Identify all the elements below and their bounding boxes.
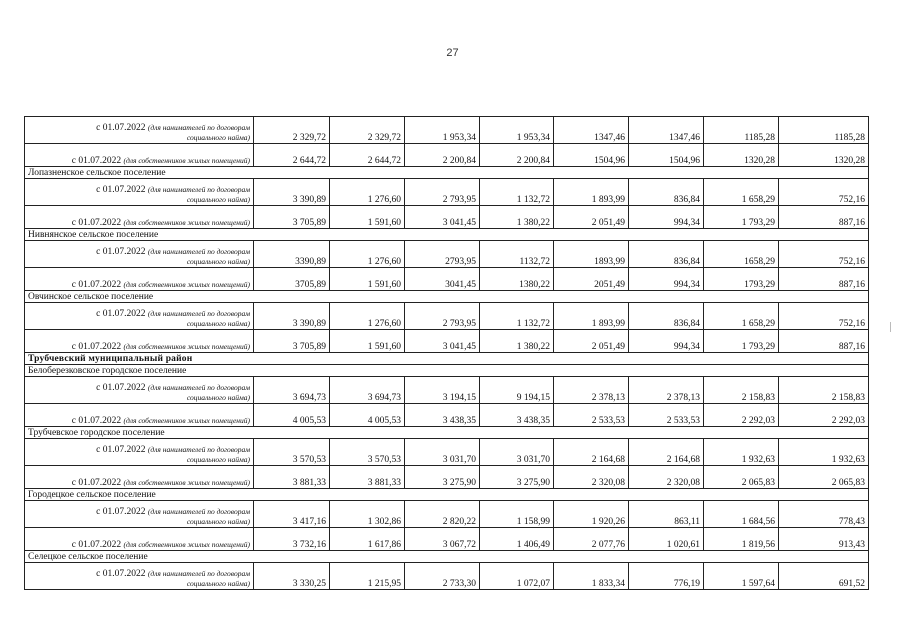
tariff-value-col-3: 2 200,84 [405,144,480,167]
tariff-value-col-5: 2 051,49 [554,206,629,229]
tariff-row-owners [25,404,869,427]
tariff-value-col-1: 4 005,53 [254,404,330,427]
tariff-value-col-8: 752,16 [779,241,869,268]
row-note: (для собственников жилых помещений) [123,342,250,351]
tariff-value-col-6: 863,11 [629,501,704,528]
row-note: (для собственников жилых помещений) [123,218,250,227]
row-date: с 01.07.2022 [71,342,122,352]
row-note: (для нанимателей по договорам [147,123,250,132]
tariff-value-col-5: 2051,49 [554,268,629,291]
row-date: с 01.07.2022 [96,123,146,133]
row-note-continued: социального найма) [186,579,250,588]
tariff-value-col-2: 1 591,60 [330,206,405,229]
settlement-name: Овчинское сельское поселение [25,291,869,303]
tariff-table [24,116,869,590]
tariff-value-col-8: 887,16 [779,268,869,291]
row-note-continued: социального найма) [186,455,250,464]
tariff-value-col-1: 3 417,16 [254,501,330,528]
tariff-value-col-6: 994,34 [629,330,704,353]
row-note-continued: социального найма) [186,195,250,204]
tariff-row-tenants [25,303,869,330]
row-date: с 01.07.2022 [96,247,146,257]
row-label-line-1 [28,507,250,517]
row-date: с 01.07.2022 [96,445,146,455]
tariff-value-col-2: 3 694,73 [330,377,405,404]
row-date: с 01.07.2022 [96,309,146,319]
row-note: (для нанимателей по договорам [147,247,250,256]
row-label [25,117,254,144]
row-note: (для нанимателей по договорам [147,445,250,454]
tariff-row-tenants [25,501,869,528]
tariff-value-col-1: 3705,89 [254,268,330,291]
row-label [25,404,254,427]
tariff-value-col-5: 2 533,53 [554,404,629,427]
tariff-value-col-2: 1 276,60 [330,179,405,206]
tariff-value-col-4: 1 380,22 [480,206,554,229]
tariff-value-col-4: 1 406,49 [480,528,554,551]
tariff-value-col-7: 1 658,29 [704,303,779,330]
tariff-value-col-2: 3 881,33 [330,466,405,489]
row-label [25,377,254,404]
row-label-line-1 [28,185,250,195]
margin-mark [890,322,891,332]
row-note: (для нанимателей по договорам [147,507,250,516]
settlement-name: Трубчевское городское поселение [25,427,869,439]
tariff-value-col-8: 752,16 [779,303,869,330]
tariff-value-col-5: 1 893,99 [554,179,629,206]
tariff-value-col-8: 887,16 [779,330,869,353]
row-label [25,179,254,206]
tariff-row-tenants [25,377,869,404]
settlement-name: Селецкое сельское поселение [25,551,869,563]
tariff-value-col-3: 3 275,90 [405,466,480,489]
row-label [25,303,254,330]
settlement-header-row [25,489,869,501]
tariff-value-col-4: 2 200,84 [480,144,554,167]
tariff-value-col-7: 1 684,56 [704,501,779,528]
tariff-value-col-2: 1 276,60 [330,303,405,330]
tariff-value-col-7: 2 158,83 [704,377,779,404]
row-note: (для собственников жилых помещений) [123,156,250,165]
row-note-continued: социального найма) [186,517,250,526]
tariff-value-col-1: 3 881,33 [254,466,330,489]
tariff-value-col-4: 1132,72 [480,241,554,268]
tariff-value-col-1: 3 705,89 [254,330,330,353]
tariff-value-col-1: 3390,89 [254,241,330,268]
tariff-value-col-7: 1658,29 [704,241,779,268]
tariff-value-col-4: 1 953,34 [480,117,554,144]
row-label [25,439,254,466]
tariff-value-col-7: 1793,29 [704,268,779,291]
tariff-value-col-6: 1347,46 [629,117,704,144]
tariff-value-col-7: 1 932,63 [704,439,779,466]
tariff-value-col-5: 1504,96 [554,144,629,167]
tariff-value-col-5: 2 320,08 [554,466,629,489]
tariff-value-col-2: 4 005,53 [330,404,405,427]
row-note: (для нанимателей по договорам [147,383,250,392]
tariff-value-col-4: 9 194,15 [480,377,554,404]
tariff-value-col-5: 2 051,49 [554,330,629,353]
tariff-value-col-8: 752,16 [779,179,869,206]
district-name: Трубчевский муниципальный район [25,353,869,365]
row-label-line-1 [28,247,250,257]
tariff-value-col-1: 3 694,73 [254,377,330,404]
tariff-value-col-2: 2 329,72 [330,117,405,144]
tariff-value-col-6: 836,84 [629,179,704,206]
tariff-row-owners [25,528,869,551]
row-note-continued: социального найма) [186,393,250,402]
row-label [25,501,254,528]
tariff-value-col-1: 3 390,89 [254,303,330,330]
settlement-header-row [25,365,869,377]
row-date: с 01.07.2022 [71,478,122,488]
row-date: с 01.07.2022 [96,569,146,579]
tariff-value-col-2: 1 591,60 [330,330,405,353]
tariff-row-owners [25,330,869,353]
tariff-row-owners [25,144,869,167]
tariff-value-col-6: 836,84 [629,303,704,330]
row-note: (для нанимателей по договорам [147,309,250,318]
tariff-value-col-6: 2 378,13 [629,377,704,404]
tariff-value-col-3: 3 031,70 [405,439,480,466]
tariff-value-col-3: 3 041,45 [405,330,480,353]
row-label [25,528,254,551]
tariff-value-col-3: 3 067,72 [405,528,480,551]
tariff-value-col-8: 2 292,03 [779,404,869,427]
row-date: с 01.07.2022 [71,416,122,426]
row-note: (для собственников жилых помещений) [123,280,250,289]
settlement-header-row [25,427,869,439]
tariff-value-col-3: 1 953,34 [405,117,480,144]
tariff-value-col-7: 1 658,29 [704,179,779,206]
tariff-value-col-7: 2 065,83 [704,466,779,489]
tariff-value-col-1: 3 570,53 [254,439,330,466]
district-header-row [25,353,869,365]
tariff-value-col-6: 994,34 [629,206,704,229]
tariff-value-col-4: 1 380,22 [480,330,554,353]
row-label-line-1 [28,445,250,455]
settlement-name: Белоберезковское городское поселение [25,365,869,377]
tariff-value-col-5: 2 378,13 [554,377,629,404]
row-label-line-1 [28,309,250,319]
tariff-value-col-7: 1 793,29 [704,206,779,229]
tariff-value-col-4: 1 132,72 [480,179,554,206]
page-number: 27 [446,47,459,59]
row-label [25,206,254,229]
row-label-line-1 [28,383,250,393]
tariff-value-col-1: 2 644,72 [254,144,330,167]
settlement-header-row [25,167,869,179]
tariff-value-col-4: 1 072,07 [480,563,554,590]
tariff-value-col-5: 1 833,34 [554,563,629,590]
row-label-line-1 [28,569,250,579]
tariff-value-col-3: 2 820,22 [405,501,480,528]
tariff-value-col-1: 3 390,89 [254,179,330,206]
row-note: (для собственников жилых помещений) [123,416,250,425]
tariff-value-col-3: 3041,45 [405,268,480,291]
tariff-table-body [25,117,869,590]
tariff-value-col-3: 3 041,45 [405,206,480,229]
row-note-continued: социального найма) [186,257,250,266]
tariff-value-col-1: 3 330,25 [254,563,330,590]
row-date: с 01.07.2022 [96,185,146,195]
tariff-value-col-8: 913,43 [779,528,869,551]
tariff-value-col-1: 3 732,16 [254,528,330,551]
tariff-value-col-8: 691,52 [779,563,869,590]
row-label [25,268,254,291]
tariff-row-owners [25,206,869,229]
tariff-value-col-7: 1 819,56 [704,528,779,551]
row-date: с 01.07.2022 [71,156,122,166]
tariff-value-col-4: 1 132,72 [480,303,554,330]
tariff-value-col-2: 1 302,86 [330,501,405,528]
row-label [25,241,254,268]
row-note: (для собственников жилых помещений) [123,540,250,549]
tariff-value-col-8: 1 932,63 [779,439,869,466]
tariff-value-col-3: 3 194,15 [405,377,480,404]
tariff-value-col-7: 1 597,64 [704,563,779,590]
tariff-value-col-1: 2 329,72 [254,117,330,144]
tariff-value-col-5: 2 164,68 [554,439,629,466]
tariff-value-col-2: 3 570,53 [330,439,405,466]
row-note-continued: социального найма) [186,133,250,142]
tariff-row-owners [25,268,869,291]
tariff-value-col-7: 2 292,03 [704,404,779,427]
tariff-value-col-6: 1 020,61 [629,528,704,551]
tariff-value-col-3: 2 733,30 [405,563,480,590]
row-label-line-1 [28,123,250,133]
row-note-continued: социального найма) [186,319,250,328]
row-date: с 01.07.2022 [71,280,122,290]
settlement-name: Лопазненское сельское поселение [25,167,869,179]
row-label [25,466,254,489]
tariff-value-col-5: 2 077,76 [554,528,629,551]
row-label [25,144,254,167]
tariff-row-tenants [25,241,869,268]
tariff-row-tenants [25,439,869,466]
tariff-row-tenants [25,117,869,144]
tariff-value-col-2: 1 617,86 [330,528,405,551]
tariff-value-col-6: 2 533,53 [629,404,704,427]
settlement-header-row [25,229,869,241]
tariff-value-col-8: 1320,28 [779,144,869,167]
tariff-value-col-2: 1 215,95 [330,563,405,590]
tariff-value-col-6: 1504,96 [629,144,704,167]
tariff-value-col-6: 994,34 [629,268,704,291]
tariff-value-col-8: 2 158,83 [779,377,869,404]
tariff-value-col-3: 2 793,95 [405,179,480,206]
tariff-value-col-2: 1 591,60 [330,268,405,291]
tariff-value-col-7: 1185,28 [704,117,779,144]
row-date: с 01.07.2022 [71,540,122,550]
tariff-value-col-3: 2 793,95 [405,303,480,330]
tariff-row-tenants [25,563,869,590]
tariff-value-col-2: 2 644,72 [330,144,405,167]
tariff-value-col-5: 1893,99 [554,241,629,268]
tariff-value-col-8: 2 065,83 [779,466,869,489]
tariff-value-col-6: 836,84 [629,241,704,268]
tariff-value-col-7: 1320,28 [704,144,779,167]
tariff-value-col-3: 3 438,35 [405,404,480,427]
row-date: с 01.07.2022 [96,507,146,517]
tariff-value-col-8: 887,16 [779,206,869,229]
tariff-row-tenants [25,179,869,206]
tariff-value-col-6: 776,19 [629,563,704,590]
tariff-value-col-4: 1380,22 [480,268,554,291]
tariff-value-col-5: 1 893,99 [554,303,629,330]
row-date: с 01.07.2022 [71,218,122,228]
tariff-value-col-5: 1347,46 [554,117,629,144]
tariff-value-col-4: 3 438,35 [480,404,554,427]
tariff-value-col-1: 3 705,89 [254,206,330,229]
tariff-value-col-4: 3 031,70 [480,439,554,466]
row-label [25,330,254,353]
settlement-name: Городецкое сельское поселение [25,489,869,501]
settlement-name: Нивнянское сельское поселение [25,229,869,241]
tariff-value-col-2: 1 276,60 [330,241,405,268]
settlement-header-row [25,551,869,563]
row-note: (для нанимателей по договорам [147,569,250,578]
row-note: (для нанимателей по договорам [147,185,250,194]
row-label [25,563,254,590]
tariff-value-col-6: 2 164,68 [629,439,704,466]
row-note: (для собственников жилых помещений) [123,478,250,487]
tariff-value-col-3: 2793,95 [405,241,480,268]
tariff-value-col-8: 1185,28 [779,117,869,144]
settlement-header-row [25,291,869,303]
tariff-value-col-6: 2 320,08 [629,466,704,489]
tariff-value-col-4: 3 275,90 [480,466,554,489]
row-date: с 01.07.2022 [96,383,146,393]
tariff-value-col-7: 1 793,29 [704,330,779,353]
tariff-row-owners [25,466,869,489]
tariff-value-col-8: 778,43 [779,501,869,528]
tariff-value-col-4: 1 158,99 [480,501,554,528]
tariff-value-col-5: 1 920,26 [554,501,629,528]
